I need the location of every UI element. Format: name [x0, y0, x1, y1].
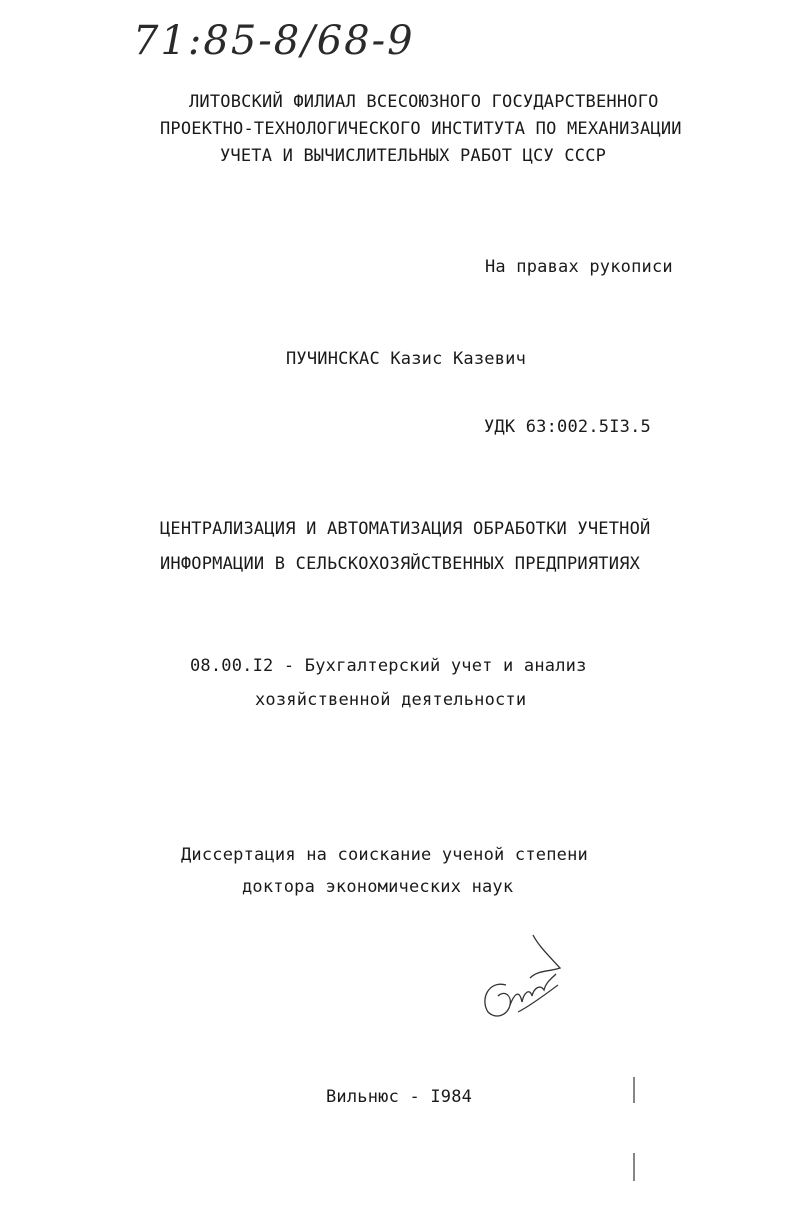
place-and-year: Вильнюс - I984 — [326, 1087, 473, 1107]
institute-line-3: УЧЕТА И ВЫЧИСЛИТЕЛЬНЫХ РАБОТ ЦСУ СССР — [220, 146, 607, 166]
margin-marks — [630, 1075, 638, 1185]
handwritten-catalog-number: 71:85-8/68-9 — [133, 18, 415, 64]
author-name: ПУЧИНСКАС Казис Казевич — [286, 349, 527, 369]
title-line-1: ЦЕНТРАЛИЗАЦИЯ И АВТОМАТИЗАЦИЯ ОБРАБОТКИ УЧЕТНОЙ — [160, 519, 651, 539]
title-line-2: ИНФОРМАЦИИ В СЕЛЬСКОХОЗЯЙСТВЕННЫХ ПРЕДПРИЯТИЯХ — [160, 554, 641, 574]
specialty-line-1: 08.00.I2 - Бухгалтерский учет и анализ — [190, 656, 587, 676]
udc-code: УДК 63:002.5I3.5 — [484, 417, 651, 437]
degree-line-2: доктора экономических наук — [242, 877, 514, 897]
signature-mark — [478, 930, 578, 1025]
manuscript-rights: На правах рукописи — [485, 257, 673, 277]
institute-line-1: ЛИТОВСКИЙ ФИЛИАЛ ВСЕСОЮЗНОГО ГОСУДАРСТВЕННОГО — [189, 92, 659, 112]
institute-line-2: ПРОЕКТНО-ТЕХНОЛОГИЧЕСКОГО ИНСТИТУТА ПО МЕХАНИЗАЦИИ — [160, 119, 682, 139]
degree-line-1: Диссертация на соискание ученой степени — [181, 845, 588, 865]
specialty-line-2: хозяйственной деятельности — [255, 690, 527, 710]
